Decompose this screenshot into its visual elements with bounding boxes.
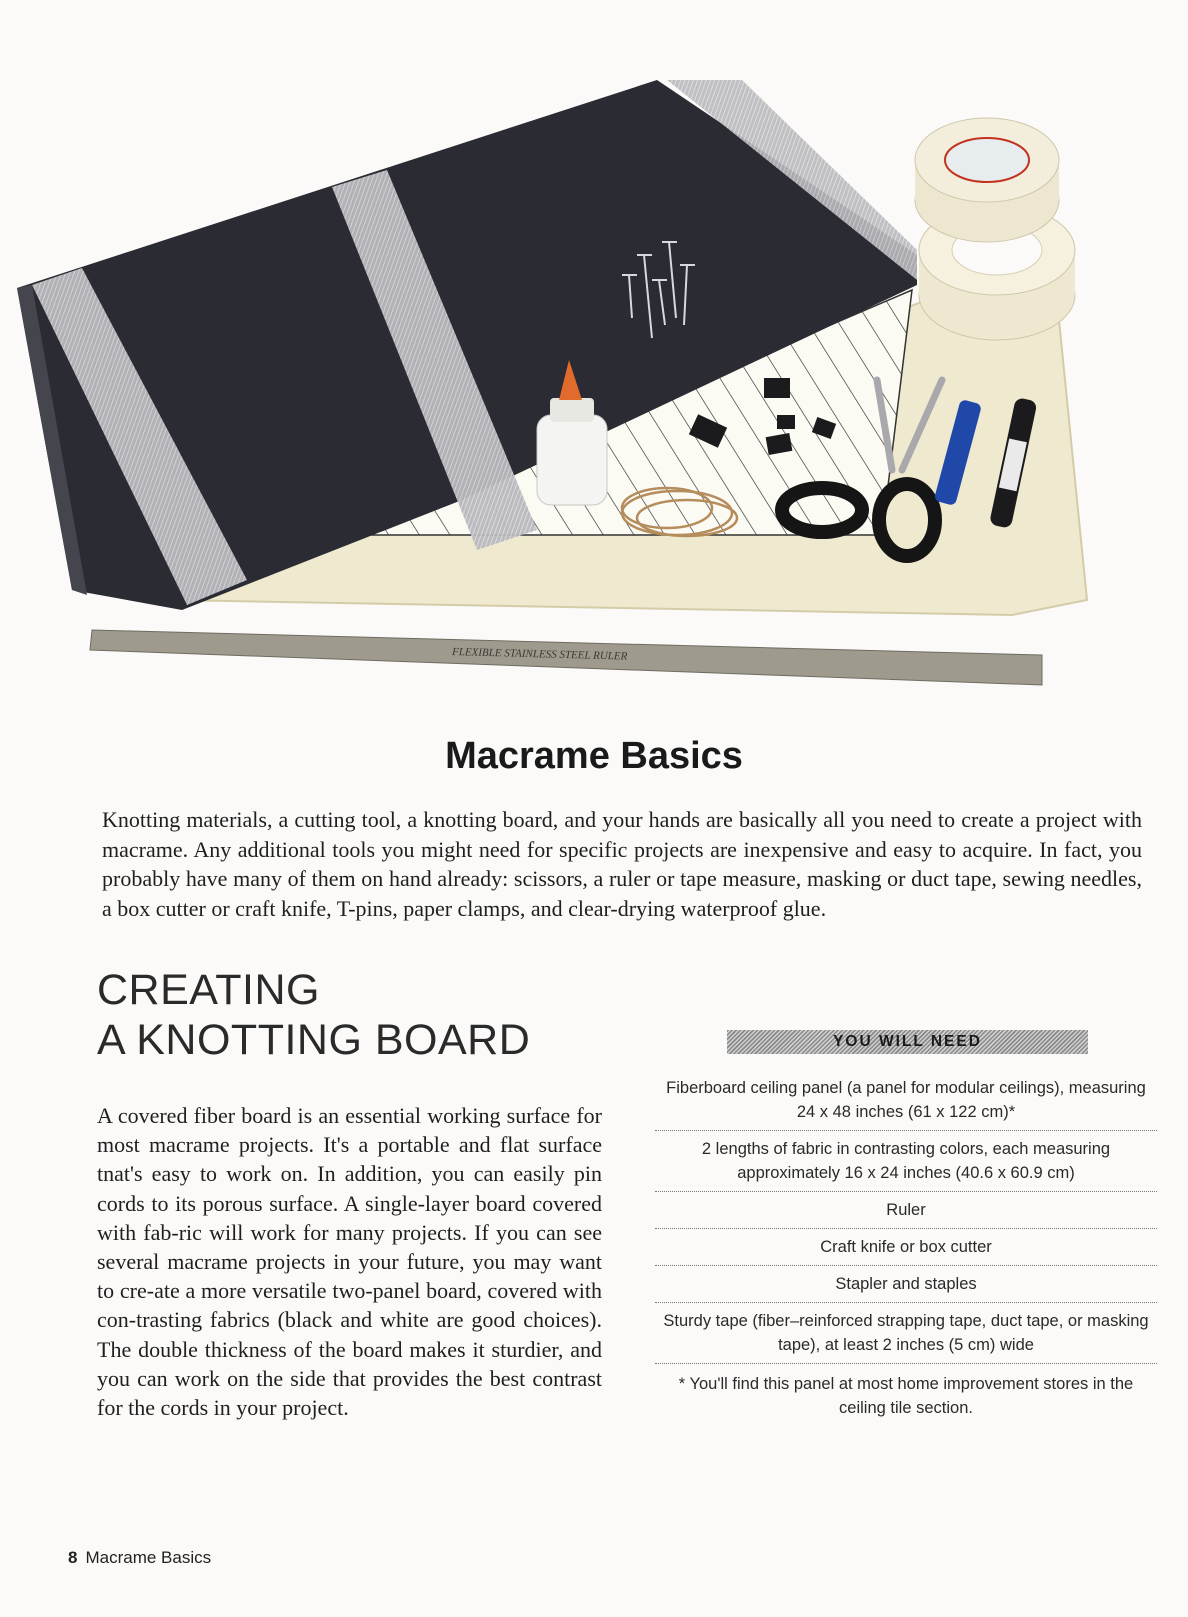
section-heading bbox=[97, 965, 530, 1065]
knotting-board-photo bbox=[12, 80, 1097, 720]
section-body: A covered fiber board is an essential working surface for most macrame projects. It's a portable and flat surface tnat's easy to work on. In addition, you can easily pin cords to its porous surface. A single-layer board covered with fab-ric will work for many projects. If you can see several macrame projects in your future, you may want to cre-ate a more versatile two-panel board, covered with con-trasting fabrics (black and white are good choices). The double thickness of the board makes it sturdier, and you can work on the side that provides the best contrast for the cords in your project. bbox=[97, 1103, 602, 1421]
list-item: Sturdy tape (fiber–reinforced strapping tape, duct tape, or masking tape), at least 2 inches (5 cm) wide bbox=[655, 1303, 1157, 1364]
tape-rolls bbox=[915, 118, 1075, 340]
list-item: Stapler and staples bbox=[655, 1266, 1157, 1303]
page-number: 8 bbox=[68, 1548, 78, 1567]
page-title: Macrame Basics bbox=[445, 735, 743, 777]
running-title: Macrame Basics bbox=[85, 1548, 212, 1567]
intro-paragraph: Knotting materials, a cutting tool, a knotting board, and your hands are basically all you need to create a project with macrame. Any additional tools you might need for specific projects are inexpensive and easy to acquire. In fact, you probably have many of them on hand already: scissors, a ruler or tape measure, masking or duct tape, sewing needles, a box cutter or craft knife, T-pins, paper clamps, and clear-drying waterproof glue. bbox=[102, 807, 1142, 921]
materials-list bbox=[655, 1070, 1157, 1364]
you-will-need-header: YOU WILL NEED bbox=[727, 1030, 1088, 1054]
ruler-label: FLEXIBLE STAINLESS STEEL RULER bbox=[451, 646, 628, 663]
section-heading-line1: CREATING bbox=[97, 966, 320, 1014]
list-item: Ruler bbox=[655, 1192, 1157, 1229]
footnote: * You'll find this panel at most home improvement stores in the ceiling tile section. bbox=[678, 1375, 1134, 1417]
section-heading-line2: A KNOTTING BOARD bbox=[97, 1016, 531, 1064]
you-will-need-box bbox=[655, 1030, 1157, 1420]
steel-ruler bbox=[90, 630, 1042, 685]
list-item: Craft knife or box cutter bbox=[655, 1229, 1157, 1266]
list-item: Fiberboard ceiling panel (a panel for modular ceilings), measuring 24 x 48 inches (61 x 122 cm)* bbox=[655, 1070, 1157, 1131]
page-footer bbox=[68, 1548, 211, 1568]
list-item: 2 lengths of fabric in contrasting colors, each measuring approximately 16 x 24 inches (40.6 x 60.9 cm) bbox=[655, 1131, 1157, 1192]
